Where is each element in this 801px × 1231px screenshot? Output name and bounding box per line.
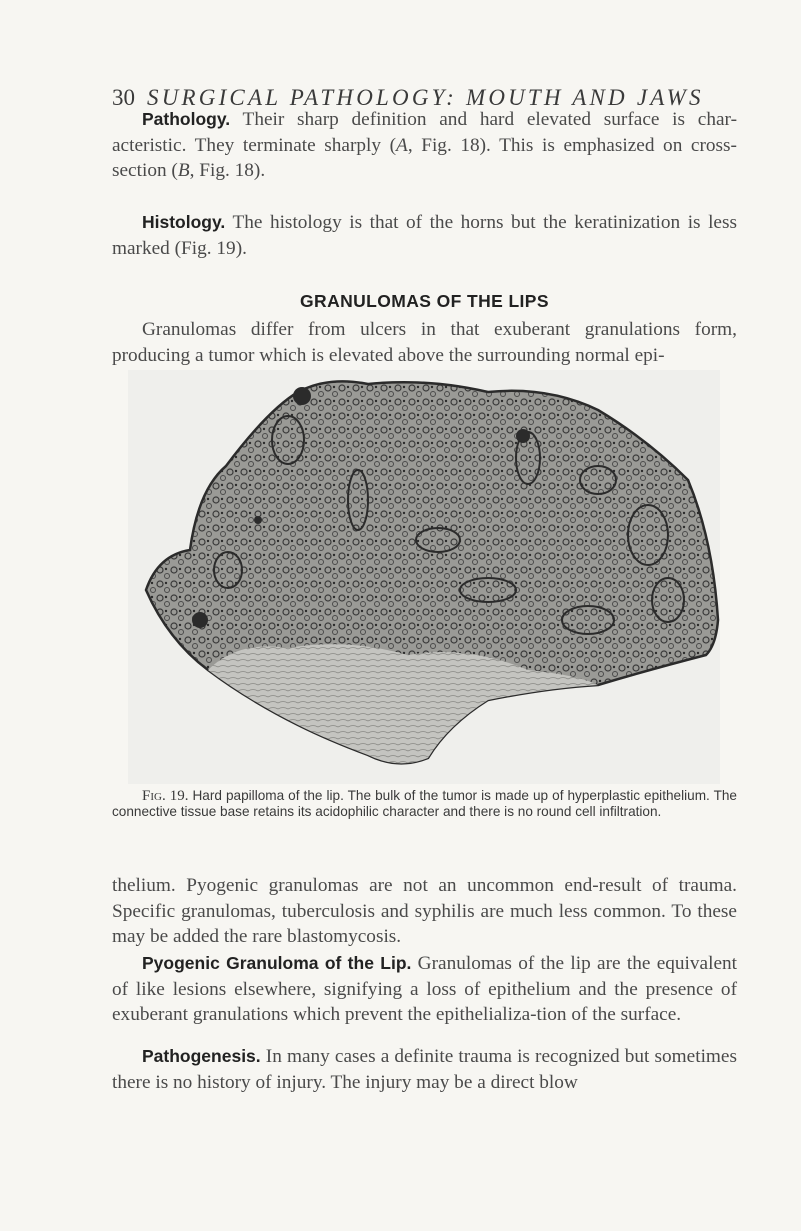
page-number: 30 [112,85,135,110]
paragraph-pyogenic-granuloma [112,951,737,1028]
paragraph-lead: Pathology. [142,109,231,129]
paragraph-histology [112,210,737,261]
paragraph-pathogenesis [112,1044,737,1095]
paragraph-granulomas-intro: Granulomas differ from ulcers in that exuberant granulations form, producing a tumor which is elevated above the surrounding normal epi- [112,319,737,366]
paragraph-continuation: thelium. Pyogenic granulomas are not an uncommon end-result of trauma. Specific granulomas, tuberculosis and syphilis are much less common. To these may be added the rare blastomycosis. [112,875,737,948]
figure-19-micrograph [128,370,720,784]
paragraph-pathology [112,107,737,184]
paragraph-text: , Fig. 18). This is emphasized on cross-section ( [112,134,737,182]
paragraph-lead: Pathogenesis. [142,1046,261,1066]
micrograph-image [128,370,720,784]
paragraph-text: , Fig. 18). [189,160,266,182]
paragraph-lead: Histology. [142,212,226,232]
paragraph-text: Their sharp definition and hard elevated surface is char-acteristic. They terminate sharply ( [112,109,737,156]
paragraph-text: In many cases a definite trauma is recognized but sometimes there is no history of injury. The injury may be a direct blow [112,1046,737,1093]
section-heading: GRANULOMAS OF THE LIPS [300,291,549,311]
figure-ref: A [396,134,408,156]
paragraph-text: Granulomas of the lip are the equivalent of like lesions elsewhere, signifying a loss of epithelium and the presence of exuberant granulations which prevent the epithelializa-tion of the surface. [112,953,738,1026]
figure-caption [112,788,737,821]
figure-ref: B [177,160,190,182]
paragraph-lead: Pyogenic Granuloma of the Lip. [142,953,412,973]
caption-text: Hard papilloma of the lip. The bulk of the tumor is made up of hyperplastic epithelium. The connective tissue base retains its acidophilic character and there is no round cell infiltration. [112,788,737,820]
figure-label: Fig. 19. [142,788,189,804]
running-title: SURGICAL PATHOLOGY: MOUTH AND JAWS [147,85,704,110]
paragraph-text: The histology is that of the horns but the keratinization is less marked (Fig. 19). [112,212,737,259]
